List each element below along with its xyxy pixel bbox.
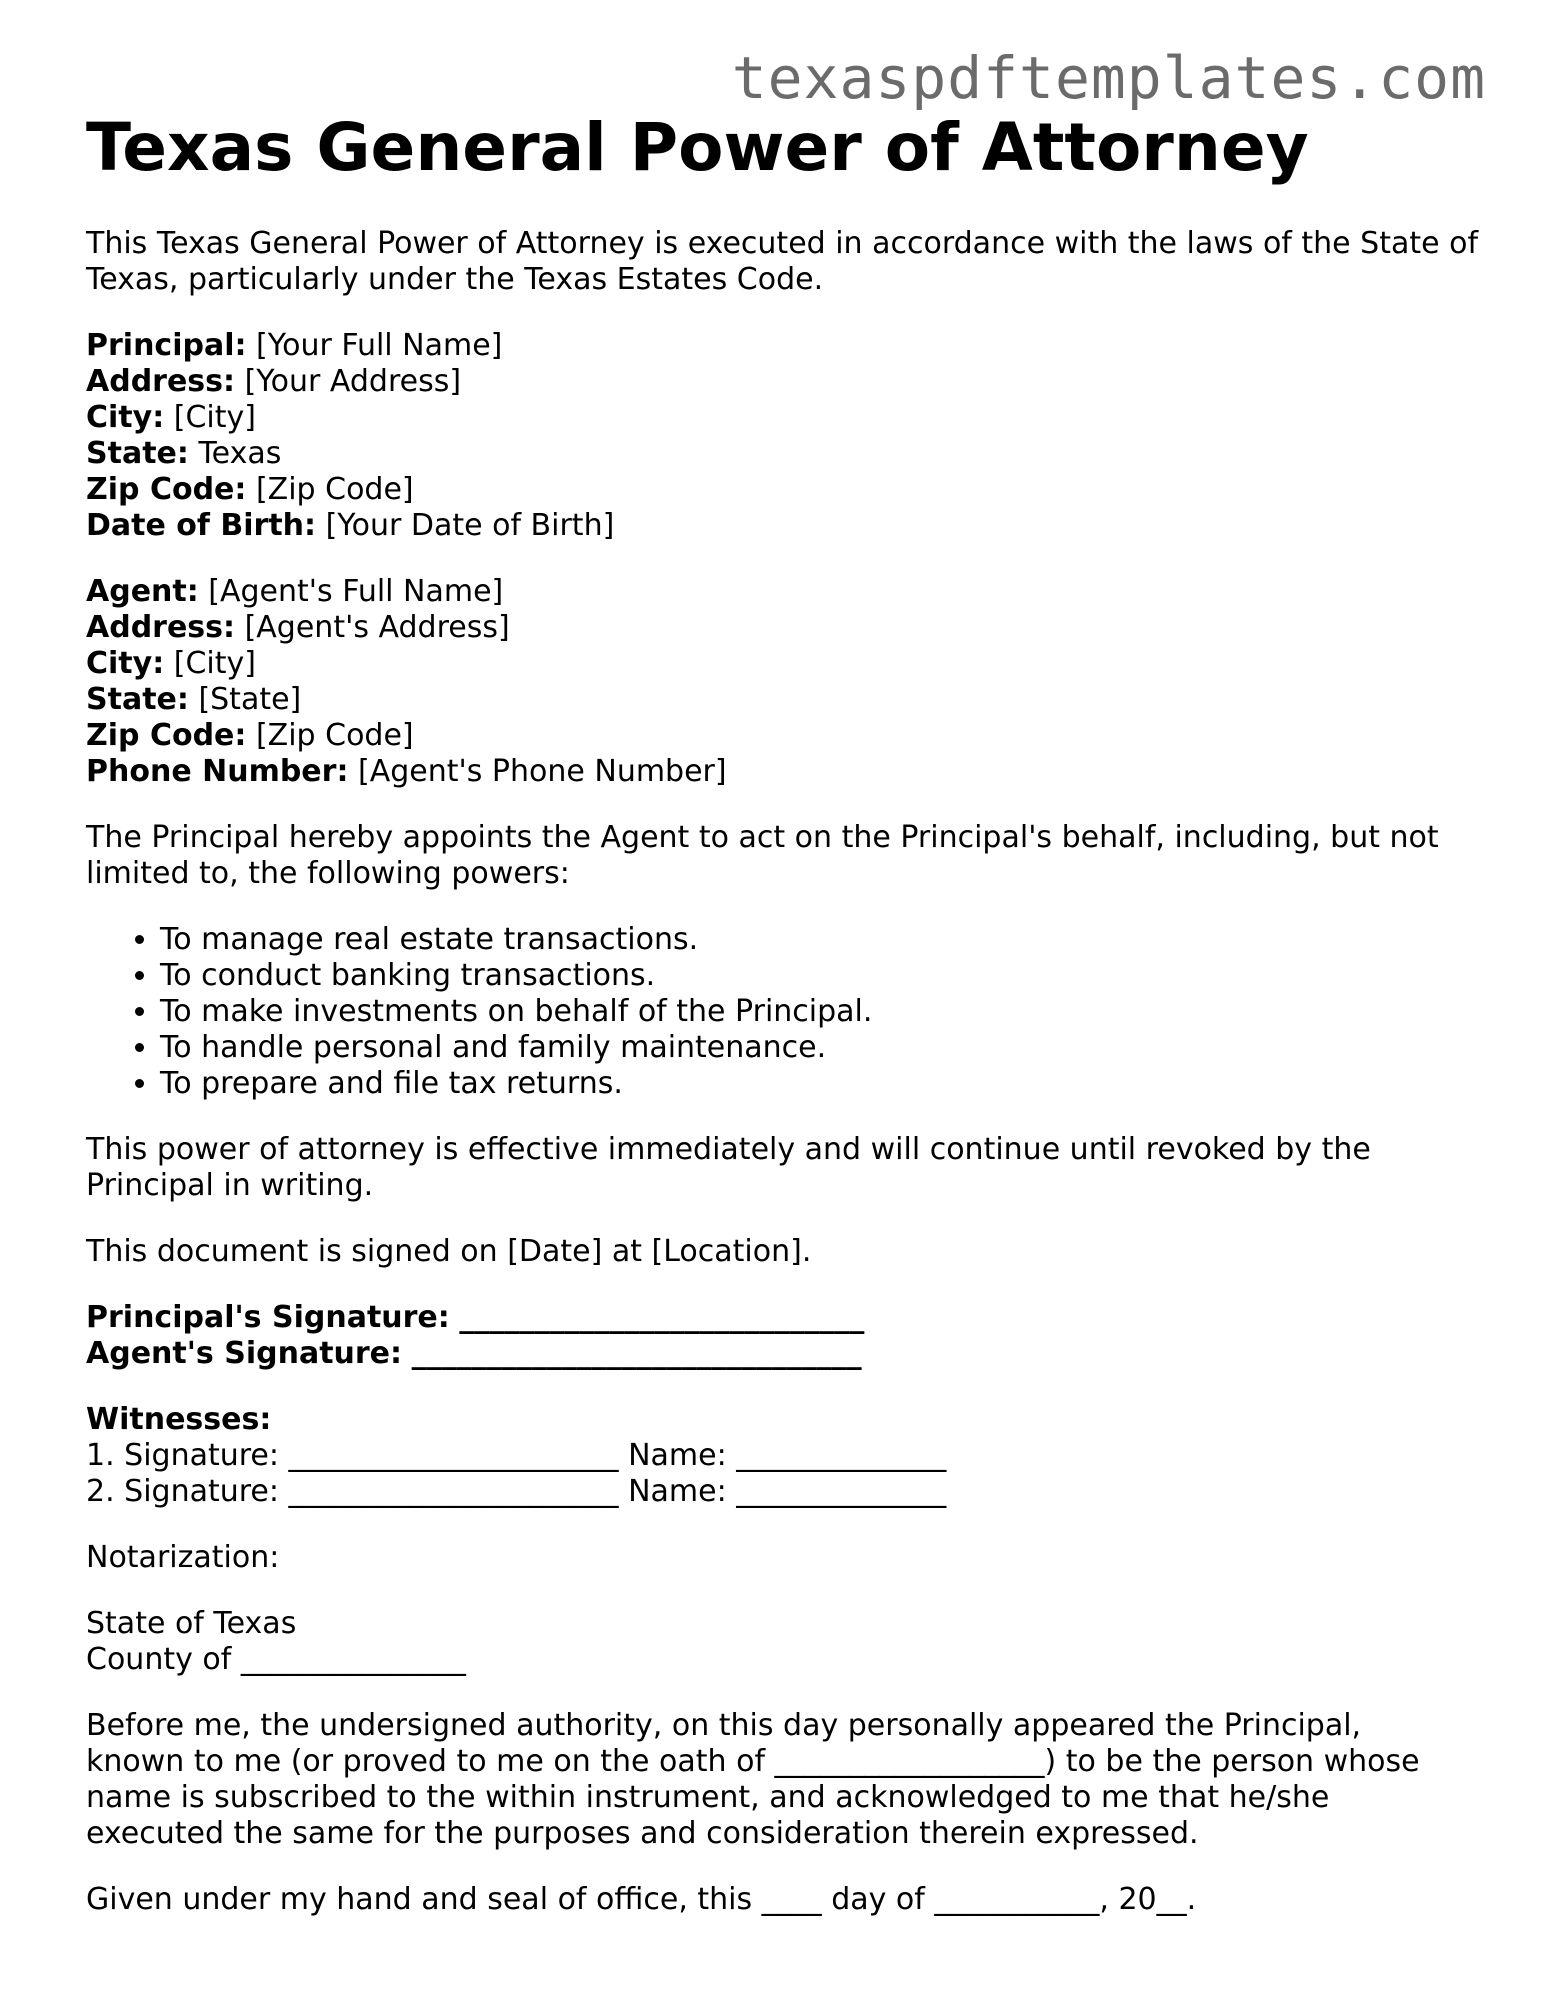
acknowledgment-line-2[interactable]: known to me (or proved to me on the oath of __________________) to be the person whose xyxy=(86,1744,1420,1779)
principal-name-value: [Your Full Name] xyxy=(256,328,503,363)
agent-phone-value: [Agent's Phone Number] xyxy=(358,754,727,789)
notary-county[interactable]: County of _______________ xyxy=(86,1642,466,1677)
agent-zip-label: Zip Code: xyxy=(86,718,247,753)
principal-zip-value: [Zip Code] xyxy=(255,472,414,507)
power-item: • To handle personal and family maintenance. xyxy=(160,1030,1486,1066)
agent-address-label: Address: xyxy=(86,610,236,645)
agent-address-line xyxy=(86,610,1486,646)
principal-signature-label: Principal's Signature: xyxy=(86,1300,450,1335)
agent-city-value: [City] xyxy=(173,646,256,681)
agent-details xyxy=(86,574,1486,790)
agent-name-value: [Agent's Full Name] xyxy=(208,574,504,609)
agent-signature-label: Agent's Signature: xyxy=(86,1336,403,1371)
signed-on-paragraph: This document is signed on [Date] at [Location]. xyxy=(86,1234,812,1269)
witnesses-block xyxy=(86,1402,1486,1510)
principal-address-value: [Your Address] xyxy=(244,364,462,399)
principal-dob-label: Date of Birth: xyxy=(86,508,317,543)
principal-state-label: State: xyxy=(86,436,189,471)
agent-city-line xyxy=(86,646,1486,682)
principal-name-label: Principal: xyxy=(86,328,247,363)
agent-state-label: State: xyxy=(86,682,189,717)
effective-paragraph: This power of attorney is effective immediately and will continue until revoked by the Principal in writing. xyxy=(86,1132,1371,1203)
principal-city-label: City: xyxy=(86,400,165,435)
agent-signature-line xyxy=(86,1336,1486,1372)
notarization-heading: Notarization: xyxy=(86,1540,280,1575)
agent-name-line xyxy=(86,574,1486,610)
power-item: • To manage real estate transactions. xyxy=(160,922,1486,958)
signature-block xyxy=(86,1300,1486,1372)
acknowledgment-paragraph xyxy=(86,1708,1486,1852)
power-item: • To conduct banking transactions. xyxy=(160,958,1486,994)
principal-dob-line xyxy=(86,508,1486,544)
witnesses-heading xyxy=(86,1402,1486,1438)
notary-state: State of Texas xyxy=(86,1606,297,1641)
agent-state-line xyxy=(86,682,1486,718)
principal-state-value: Texas xyxy=(198,436,282,471)
appointment-paragraph: The Principal hereby appoints the Agent to act on the Principal's behalf, including, but not limited to, the following powers: xyxy=(86,820,1439,891)
principal-address-line xyxy=(86,364,1486,400)
principal-state-line xyxy=(86,436,1486,472)
powers-list xyxy=(86,922,1486,1102)
agent-name-label: Agent: xyxy=(86,574,199,609)
notary-venue xyxy=(86,1606,1486,1678)
acknowledgment-line-1: Before me, the undersigned authority, on this day personally appeared the Principal, xyxy=(86,1708,1362,1743)
agent-signature-blank[interactable]: ______________________________ xyxy=(411,1336,862,1371)
agent-city-label: City: xyxy=(86,646,165,681)
agent-state-value: [State] xyxy=(198,682,302,717)
site-watermark: texaspdftemplates.com xyxy=(731,44,1486,112)
principal-city-line xyxy=(86,400,1486,436)
agent-phone-label: Phone Number: xyxy=(86,754,349,789)
principal-signature-blank[interactable]: ___________________________ xyxy=(459,1300,865,1335)
acknowledgment-line-4: executed the same for the purposes and consideration therein expressed. xyxy=(86,1816,1199,1851)
agent-phone-line xyxy=(86,754,1486,790)
power-item: • To make investments on behalf of the Principal. xyxy=(160,994,1486,1030)
intro-paragraph: This Texas General Power of Attorney is executed in accordance with the laws of the State of Texas, particularly under the Texas Estates Code. xyxy=(86,226,1479,297)
agent-address-value: [Agent's Address] xyxy=(244,610,510,645)
given-under-hand[interactable]: Given under my hand and seal of office, this ____ day of ___________, 20__. xyxy=(86,1882,1197,1917)
document-page xyxy=(86,108,1486,1948)
principal-dob-value: [Your Date of Birth] xyxy=(325,508,615,543)
principal-city-value: [City] xyxy=(173,400,256,435)
witnesses-heading-text: Witnesses: xyxy=(86,1402,272,1437)
agent-zip-line xyxy=(86,718,1486,754)
agent-zip-value: [Zip Code] xyxy=(255,718,414,753)
document-body xyxy=(86,226,1486,1918)
witness-1-line[interactable]: 1. Signature: ______________________ Name: ______________ xyxy=(86,1438,947,1473)
principal-address-label: Address: xyxy=(86,364,236,399)
principal-signature-line xyxy=(86,1300,1486,1336)
principal-zip-line xyxy=(86,472,1486,508)
principal-details xyxy=(86,328,1486,544)
witness-2-line[interactable]: 2. Signature: ______________________ Name: ______________ xyxy=(86,1474,947,1509)
document-title: Texas General Power of Attorney xyxy=(86,109,1309,186)
power-item: • To prepare and file tax returns. xyxy=(160,1066,1486,1102)
principal-zip-label: Zip Code: xyxy=(86,472,247,507)
acknowledgment-line-3: name is subscribed to the within instrument, and acknowledged to me that he/she xyxy=(86,1780,1330,1815)
principal-name-line xyxy=(86,328,1486,364)
